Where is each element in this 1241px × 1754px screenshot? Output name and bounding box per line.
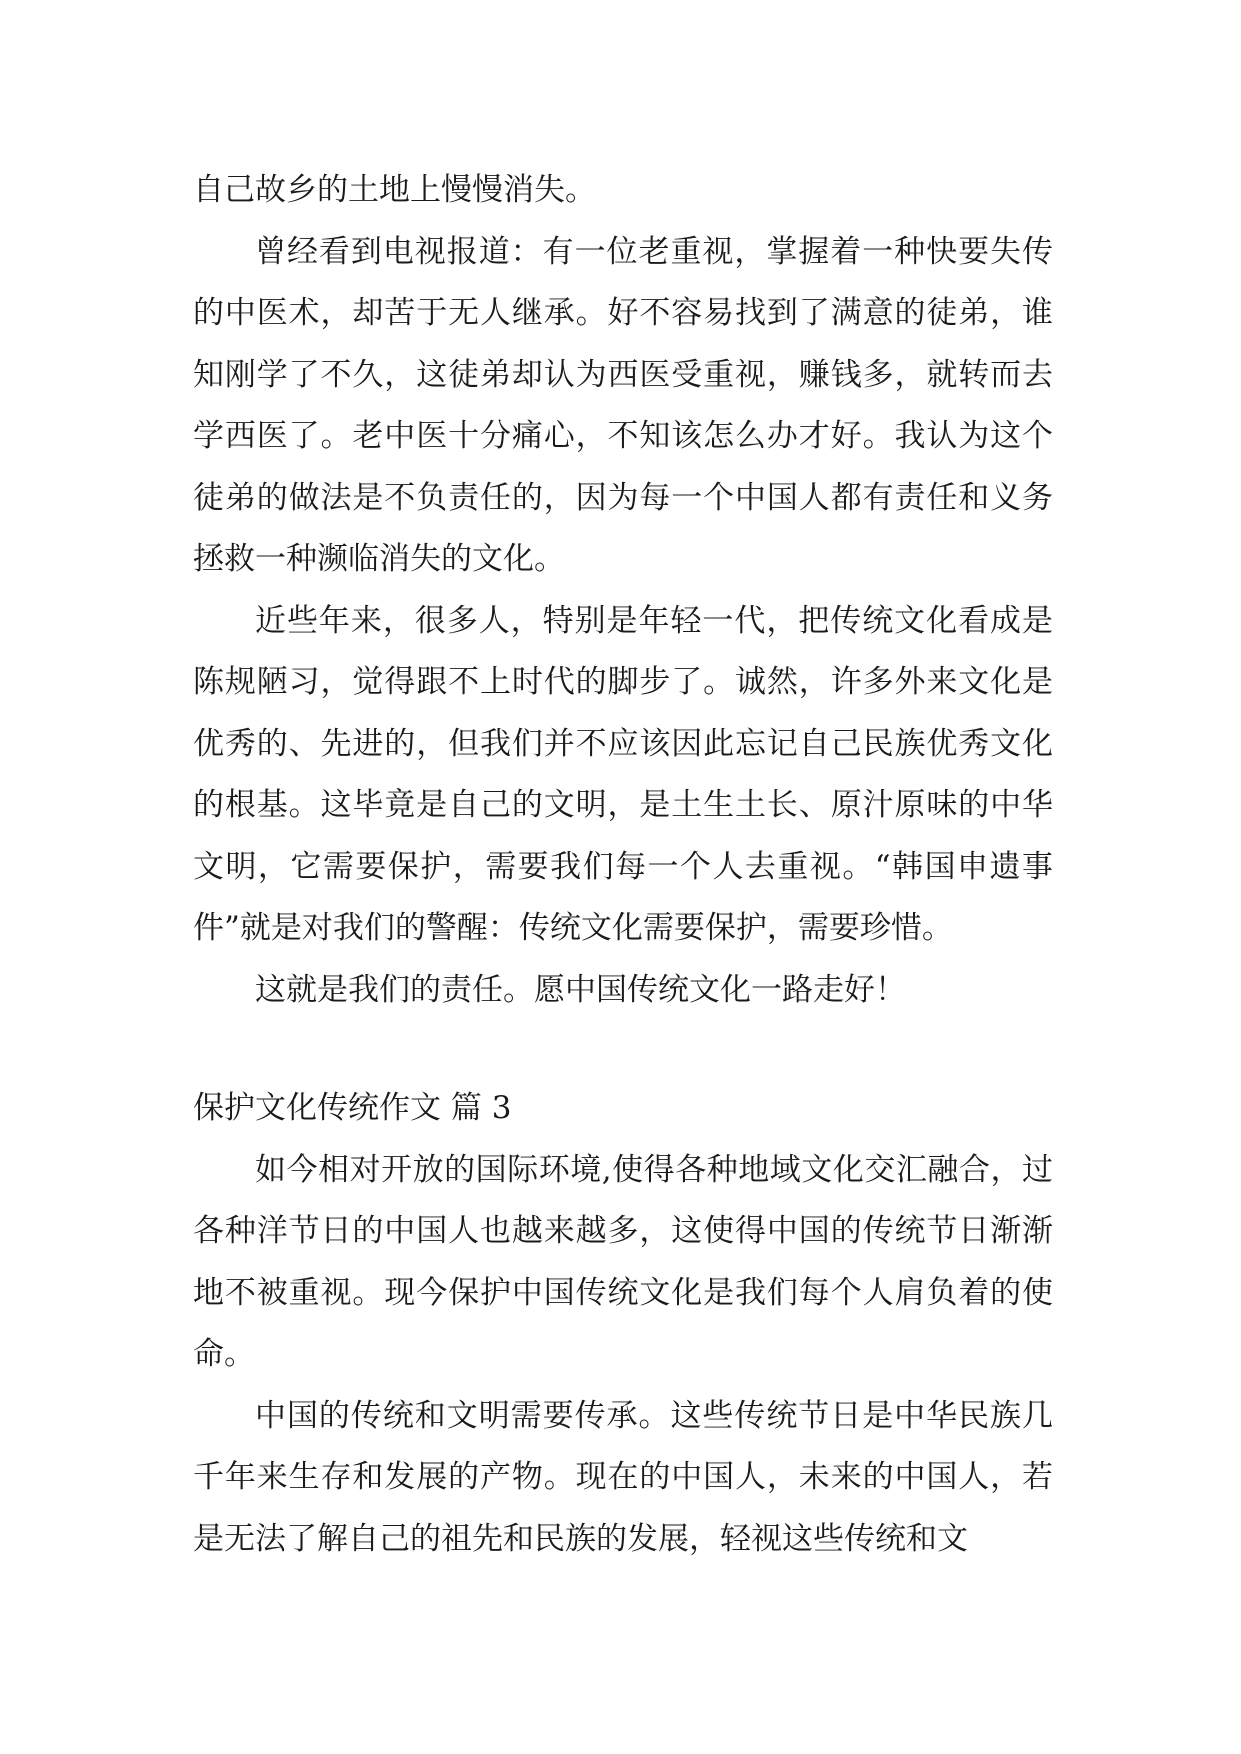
section-heading: 保护文化传统作文 篇 3	[193, 1090, 512, 1126]
paragraph-chinese-medicine-story: 曾经看到电视报道：有一位老重视，掌握着一种快要失传的中医术，却苦于无人继承。好不容易找到了满意的徒弟，谁知刚学了不久，这徒弟却认为西医受重视，赚钱多，就转而去学西医了。老中医十分痛心，不知该怎么办才好。我认为这个徒弟的做法是不负责任的，因为每一个中国人都有责任和义务拯救一种濒临消失的文化。	[193, 233, 1053, 577]
document-body	[193, 160, 1053, 1570]
paragraph-young-generation: 近些年来，很多人，特别是年轻一代，把传统文化看成是陈规陋习，觉得跟不上时代的脚步了。诚然，许多外来文化是优秀的、先进的，但我们并不应该因此忘记自己民族优秀文化的根基。这毕竟是自己的文明，是土生土长、原汁原味的中华文明，它需要保护，需要我们每一个人去重视。“韩国申遗事件”就是对我们的警醒：传统文化需要保护，需要珍惜。	[193, 602, 1053, 946]
paragraph-continuation: 自己故乡的土地上慢慢消失。	[193, 172, 596, 208]
paragraph-international-environment: 如今相对开放的国际环境,使得各种地域文化交汇融合，过各种洋节日的中国人也越来越多，这使得中国的传统节日渐渐地不被重视。现今保护中国传统文化是我们每个人肩负着的使命。	[193, 1151, 1053, 1372]
paragraph-responsibility: 这就是我们的责任。愿中国传统文化一路走好！	[255, 971, 906, 1008]
paragraph-tradition-inheritance: 中国的传统和文明需要传承。这些传统节日是中华民族几千年来生存和发展的产物。现在的中国人，未来的中国人，若是无法了解自己的祖先和民族的发展，轻视这些传统和文	[193, 1397, 1053, 1557]
